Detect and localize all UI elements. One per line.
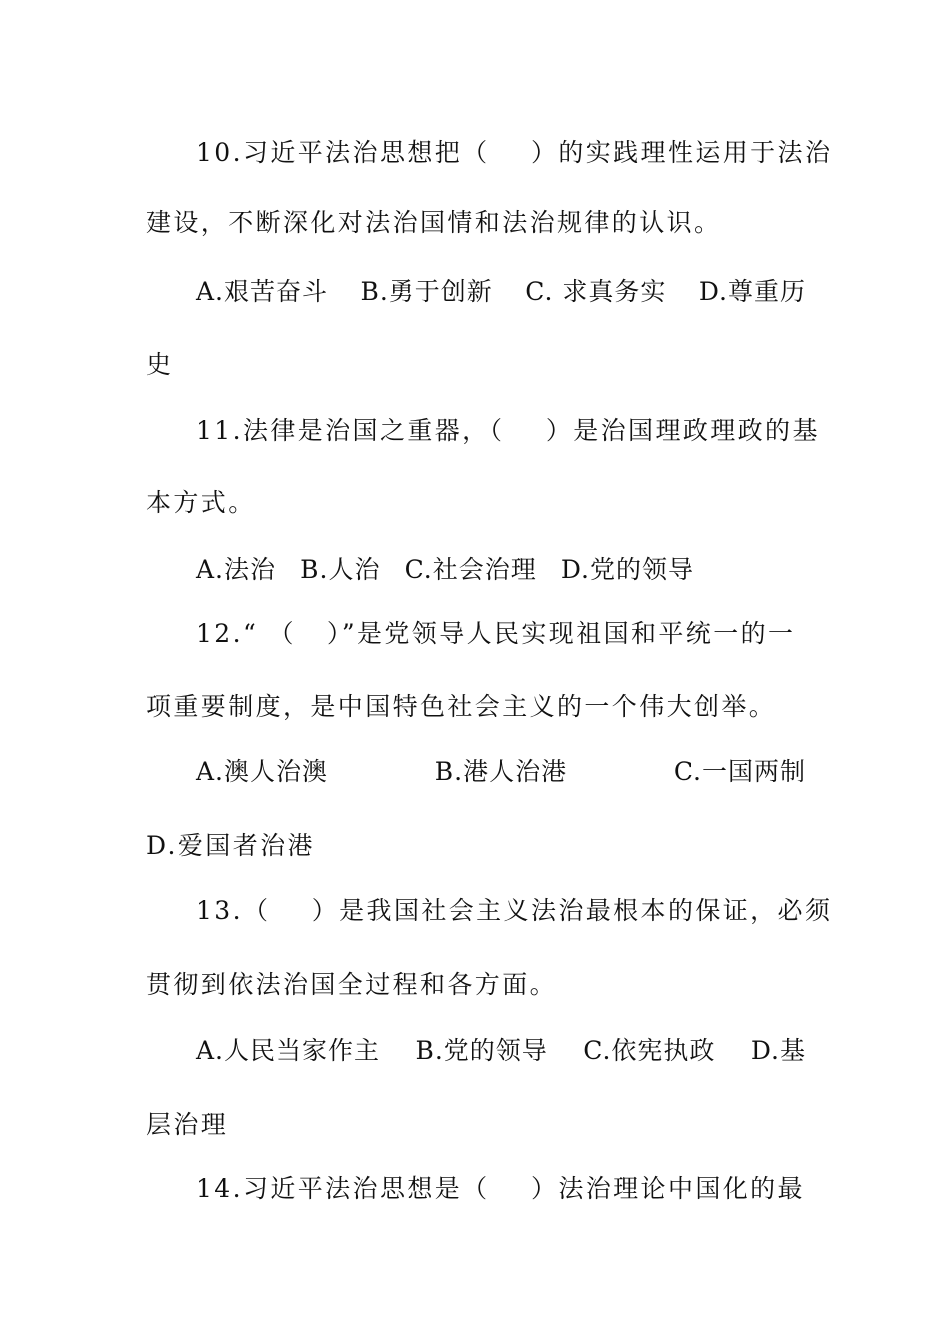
q11-stem-line2: 本方式。 <box>146 488 256 517</box>
q10-option-c: C. 求真务实 <box>525 277 667 306</box>
q10-stem-line2: 建设，不断深化对法治国情和法治规律的认识。 <box>146 208 722 237</box>
q10-options <box>196 275 806 309</box>
q11-option-a: A.法治 <box>196 555 277 584</box>
q11-option-b: B.人治 <box>300 555 381 584</box>
q14-stem-line1: 14.习近平法治思想是（ ）法治理论中国化的最 <box>196 1174 805 1203</box>
q12-stem-line2: 项重要制度，是中国特色社会主义的一个伟大创举。 <box>146 692 777 721</box>
q13-option-b: B.党的领导 <box>415 1036 548 1065</box>
q12-options-continued: D.爱国者治港 <box>146 831 315 860</box>
q11-options <box>196 553 694 587</box>
q12-option-b: B.港人治港 <box>434 757 568 786</box>
q11-option-d: D.党的领导 <box>560 555 694 584</box>
q12-option-c: C.一国两制 <box>673 757 806 786</box>
q13-options-continued: 层治理 <box>146 1110 229 1139</box>
q13-options <box>196 1034 806 1068</box>
q10-option-a: A.艰苦奋斗 <box>196 277 329 306</box>
q13-stem-line1: 13.（ ）是我国社会主义法治最根本的保证，必须 <box>196 896 833 925</box>
q11-option-c: C.社会治理 <box>404 555 537 584</box>
q12-stem-line1: 12.“ （ ）”是党领导人民实现祖国和平统一的一 <box>196 619 796 648</box>
q13-option-c: C.依宪执政 <box>583 1036 716 1065</box>
q10-option-b: B.勇于创新 <box>360 277 493 306</box>
q12-option-a: A.澳人治澳 <box>196 757 329 786</box>
q10-stem-line1: 10.习近平法治思想把（ ）的实践理性运用于法治 <box>196 138 833 167</box>
q13-option-d: D.基 <box>750 1036 806 1065</box>
q10-options-continued: 史 <box>146 350 174 379</box>
q10-option-d: D.尊重历 <box>698 277 806 306</box>
q13-option-a: A.人民当家作主 <box>196 1036 381 1065</box>
q11-stem-line1: 11.法律是治国之重器，（ ）是治国理政理政的基 <box>196 416 820 445</box>
q13-stem-line2: 贯彻到依法治国全过程和各方面。 <box>146 970 558 999</box>
q12-options <box>196 755 806 789</box>
